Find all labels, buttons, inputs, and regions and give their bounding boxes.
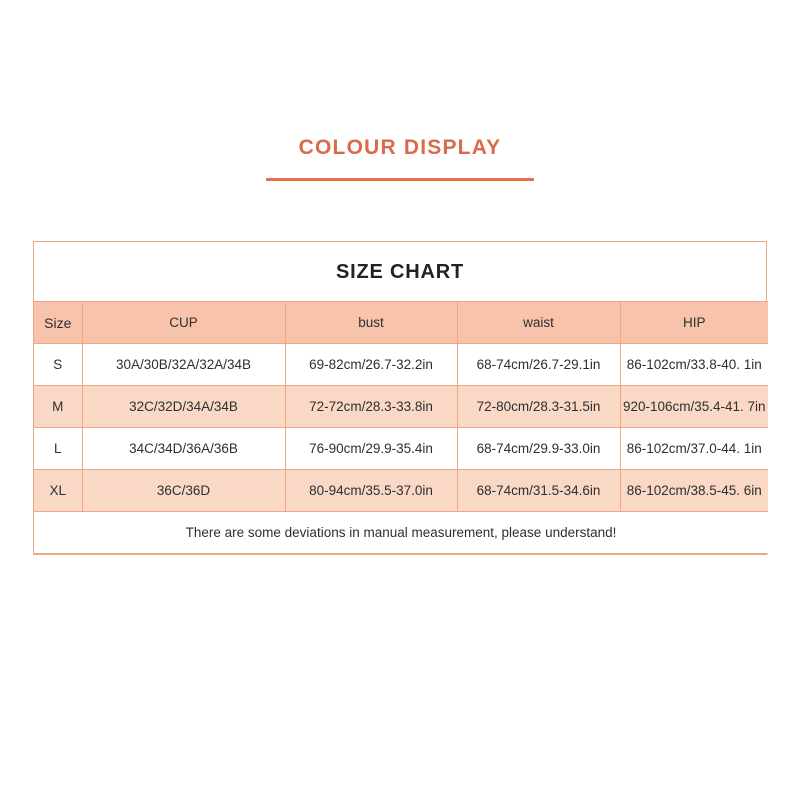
cell-cup: 32C/32D/34A/34B <box>82 386 285 428</box>
column-header-size: Size <box>34 302 82 344</box>
column-header-hip: HIP <box>620 302 768 344</box>
cell-cup: 34C/34D/36A/36B <box>82 428 285 470</box>
table-body <box>34 344 768 554</box>
colour-display-section <box>0 134 800 181</box>
table-row <box>34 386 768 428</box>
cell-waist: 68-74cm/26.7-29.1in <box>457 344 620 386</box>
cell-bust: 80-94cm/35.5-37.0in <box>285 470 457 512</box>
cell-waist: 68-74cm/29.9-33.0in <box>457 428 620 470</box>
measurement-note: There are some deviations in manual measurement, please understand! <box>34 512 768 554</box>
colour-display-title: COLOUR DISPLAY <box>298 136 502 159</box>
cell-hip: 86-102cm/33.8-40. 1in <box>620 344 768 386</box>
cell-hip: 920-106cm/35.4-41. 7in <box>620 386 768 428</box>
table-row <box>34 344 768 386</box>
column-header-cup: CUP <box>82 302 285 344</box>
cell-waist: 68-74cm/31.5-34.6in <box>457 470 620 512</box>
size-chart-title: SIZE CHART <box>336 261 464 283</box>
cell-cup: 30A/30B/32A/32A/34B <box>82 344 285 386</box>
cell-size: L <box>34 428 82 470</box>
cell-hip: 86-102cm/37.0-44. 1in <box>620 428 768 470</box>
cell-waist: 72-80cm/28.3-31.5in <box>457 386 620 428</box>
table-row <box>34 470 768 512</box>
table-header-row <box>34 302 768 344</box>
cell-size: M <box>34 386 82 428</box>
size-chart-panel <box>33 241 767 555</box>
table-row <box>34 428 768 470</box>
table-note-row <box>34 512 768 554</box>
cell-hip: 86-102cm/38.5-45. 6in <box>620 470 768 512</box>
size-chart-table <box>34 301 768 554</box>
cell-bust: 72-72cm/28.3-33.8in <box>285 386 457 428</box>
column-header-bust: bust <box>285 302 457 344</box>
table-header <box>34 302 768 344</box>
cell-cup: 36C/36D <box>82 470 285 512</box>
cell-size: S <box>34 344 82 386</box>
colour-display-divider <box>266 178 534 181</box>
column-header-waist: waist <box>457 302 620 344</box>
cell-size: XL <box>34 470 82 512</box>
cell-bust: 69-82cm/26.7-32.2in <box>285 344 457 386</box>
cell-bust: 76-90cm/29.9-35.4in <box>285 428 457 470</box>
